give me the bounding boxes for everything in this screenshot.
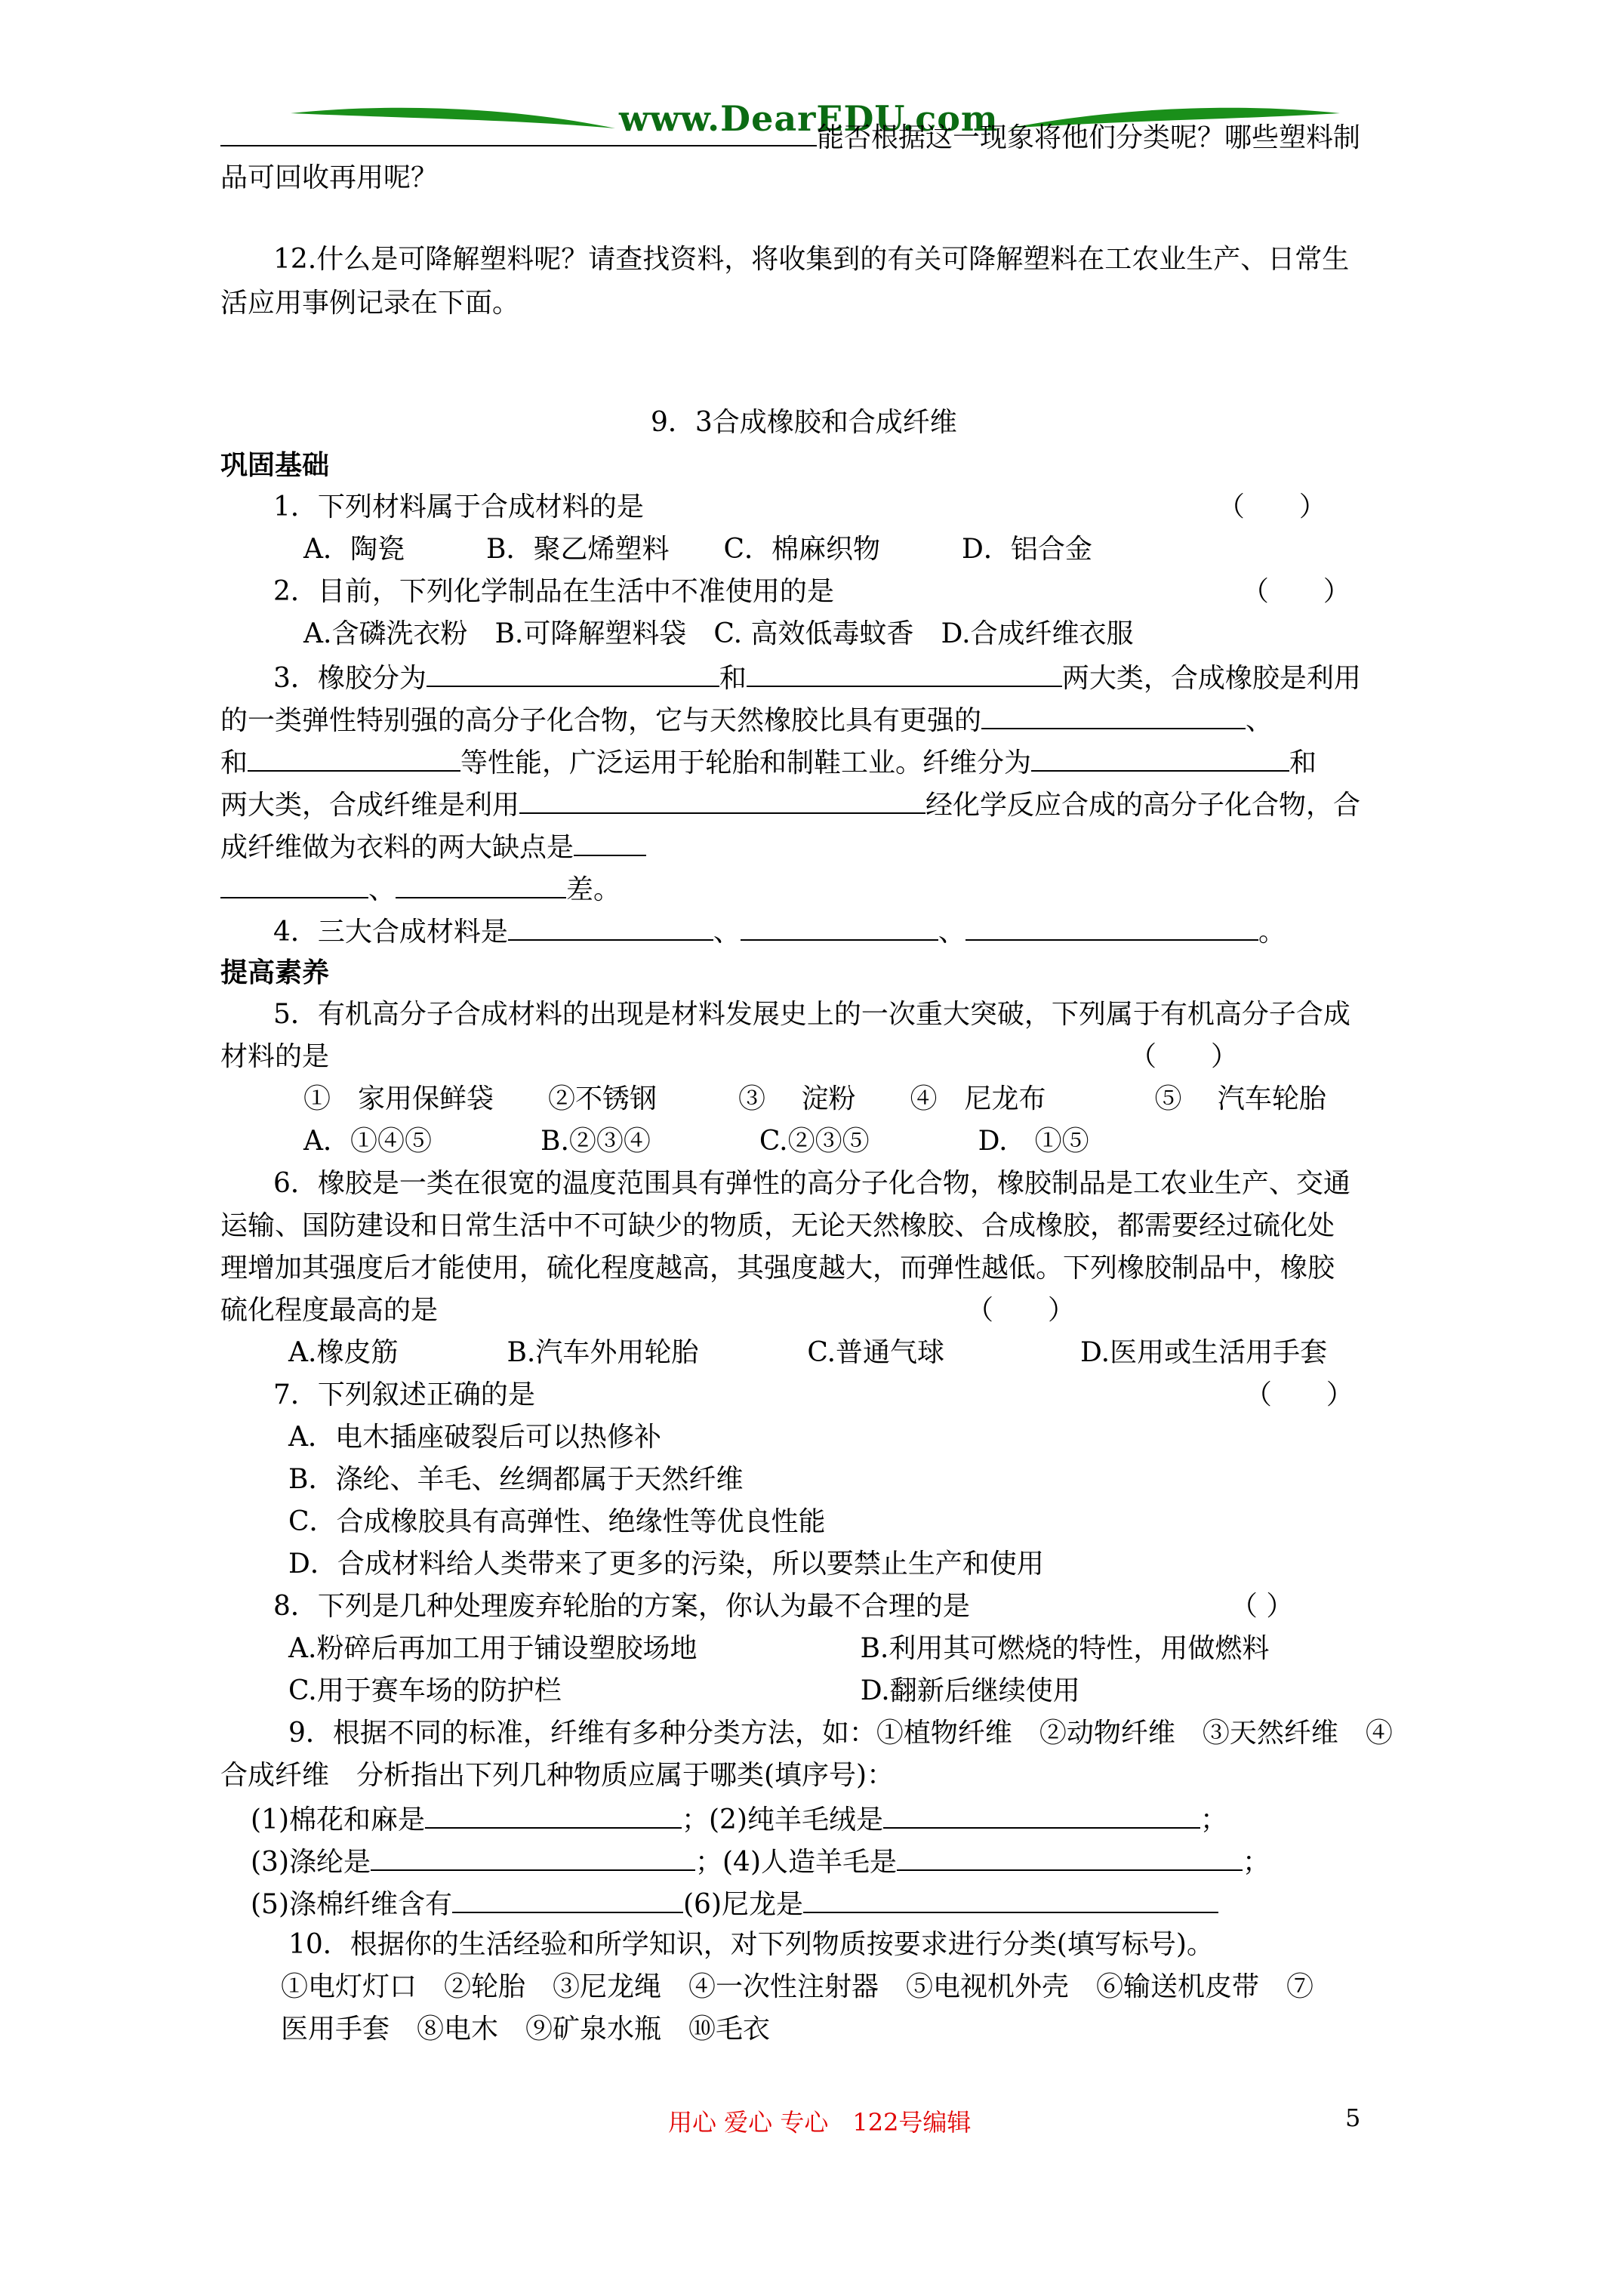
answer-blank[interactable]: [747, 660, 1062, 687]
line-text: 和: [220, 747, 248, 778]
line-text: 活应用事例记录在下面。: [220, 288, 520, 319]
line-text: A．电木插座破裂后可以热修补: [288, 1422, 661, 1453]
line-text: (3)涤纶是: [251, 1847, 371, 1878]
text-line: [220, 287, 519, 320]
site-logo-text: www.DearEDU.com: [619, 98, 999, 139]
line-text: ① 家用保鲜袋 ②不锈钢 ③ 淀粉 ④ 尼龙布 ⑤ 汽车轮胎: [303, 1083, 1326, 1114]
text-line: [220, 1210, 1335, 1243]
answer-blank[interactable]: [371, 1844, 695, 1871]
text-line: [288, 1675, 1080, 1708]
text-line: [281, 2013, 770, 2046]
answer-blank[interactable]: [248, 744, 460, 772]
text-line: [303, 533, 1092, 566]
line-text: 1．下列材料属于合成材料的是: [273, 492, 644, 522]
text-line: [288, 1717, 1393, 1750]
line-text: A．①④⑤ B.②③④ C.②③⑤ D. ①⑤: [303, 1126, 1089, 1157]
line-text: 、: [1246, 705, 1273, 736]
line-text: 7．下列叙述正确的是: [273, 1379, 535, 1410]
text-line: [220, 702, 1273, 738]
line-text: 、: [938, 917, 965, 948]
line-text: 能否根据这一现象将他们分类呢？哪些塑料制: [817, 122, 1361, 153]
line-text: （ ）: [1129, 1041, 1239, 1072]
line-text: ；(2)纯羊毛绒是: [682, 1804, 883, 1835]
text-line: [303, 618, 1134, 651]
text-line: [220, 1040, 1238, 1074]
answer-blank[interactable]: [574, 829, 646, 856]
line-text: ；: [1243, 1847, 1270, 1878]
line-text: (6)尼龙是: [683, 1889, 803, 1920]
line-text: 两大类，合成纤维是利用: [220, 790, 520, 821]
answer-blank[interactable]: [897, 1844, 1243, 1871]
text-line: [273, 575, 1350, 609]
text-line: [220, 448, 329, 482]
line-text: B．涤纶、羊毛、丝绸都属于天然纤维: [288, 1464, 744, 1495]
line-text: 运输、国防建设和日常生活中不可缺少的物质，无论天然橡胶、合成橡胶，都需要经过硫化处: [220, 1210, 1335, 1241]
line-text: 4．三大合成材料是: [273, 917, 508, 948]
line-text: 3．橡胶分为: [273, 663, 427, 694]
answer-blank[interactable]: [519, 787, 925, 814]
line-text: （ ）: [966, 1295, 1076, 1326]
line-text: 5．有机高分子合成材料的出现是材料发展史上的一次重大突破，下列属于有机高分子合成: [273, 999, 1350, 1030]
text-line: [220, 1759, 894, 1792]
line-text: 两大类，合成橡胶是利用: [1061, 663, 1361, 694]
line-text: 10．根据你的生活经验和所学知识，对下列物质按要求进行分类(填写标号)。: [288, 1929, 1214, 1960]
text-line: [273, 660, 1361, 695]
line-text: （ ）: [1241, 576, 1350, 607]
text-line: [288, 1632, 1269, 1666]
text-line: [303, 1083, 1326, 1116]
answer-blank[interactable]: [427, 660, 719, 687]
text-line: [220, 871, 621, 907]
answer-blank[interactable]: [425, 1801, 682, 1829]
line-text: (5)涤棉纤维含有: [251, 1889, 452, 1920]
text-line: [220, 1252, 1335, 1285]
line-text: （ ）: [1244, 1379, 1354, 1410]
line-text: 医用手套 ⑧电木 ⑨矿泉水瓶 ⑩毛衣: [281, 2014, 771, 2045]
text-line: [288, 1928, 1214, 1962]
answer-blank[interactable]: [396, 871, 566, 898]
line-text: D．合成材料给人类带来了更多的污染，所以要禁止生产和使用: [288, 1549, 1044, 1579]
line-text: A.粉碎后再加工用于铺设塑胶场地 B.利用其可燃烧的特性，用做燃料: [288, 1633, 1270, 1664]
line-text: 合成纤维 分析指出下列几种物质应属于哪类(填序号)：: [220, 1760, 895, 1791]
text-line: [288, 1548, 1044, 1581]
text-line: [251, 1886, 1218, 1922]
line-text: 9．根据不同的标准，纤维有多种分类方法，如：①植物纤维 ②动物纤维 ③天然纤维 ④: [288, 1718, 1393, 1749]
text-line: [288, 1421, 661, 1454]
text-line: [220, 744, 1317, 780]
text-line: [651, 406, 957, 439]
text-line: [288, 1505, 826, 1539]
line-text: 6．橡胶是一类在很宽的温度范围具有弹性的高分子化合物，橡胶制品是工农业生产、交通: [273, 1168, 1350, 1199]
line-text: 品可回收再用呢？: [220, 162, 439, 193]
line-text: ；: [1200, 1804, 1228, 1835]
text-line: [273, 914, 1286, 949]
answer-blank[interactable]: [741, 914, 938, 941]
line-text: 和: [1289, 747, 1317, 778]
line-text: A．陶瓷 B．聚乙烯塑料 C．棉麻织物 D．铝合金: [303, 534, 1092, 565]
line-text: 的一类弹性特别强的高分子化合物，它与天然橡胶比具有更强的: [220, 705, 982, 736]
text-line: [220, 119, 1360, 155]
answer-blank[interactable]: [220, 871, 368, 898]
text-line: [273, 1167, 1350, 1200]
text-line: [273, 1590, 1293, 1623]
text-line: [303, 1125, 1089, 1158]
line-text: （ ）: [1230, 1591, 1294, 1622]
line-text: 2．目前，下列化学制品在生活中不准使用的是: [273, 576, 834, 607]
line-text: 提高素养: [220, 957, 330, 988]
line-text: 。: [1258, 917, 1286, 948]
line-text: C.用于赛车场的防护栏 D.翻新后继续使用: [288, 1675, 1080, 1706]
text-line: [281, 1971, 1313, 2004]
line-text: A.橡皮筋 B.汽车外用轮胎 C.普通气球 D.医用或生活用手套: [288, 1337, 1328, 1368]
answer-blank[interactable]: [1031, 744, 1289, 772]
page-number: 5: [1345, 2103, 1361, 2132]
line-text: 材料的是: [220, 1041, 330, 1072]
answer-blank[interactable]: [965, 914, 1258, 941]
text-line: [288, 1463, 743, 1496]
line-text: 硫化程度最高的是: [220, 1295, 439, 1326]
answer-blank[interactable]: [508, 914, 713, 941]
line-text: A.含磷洗衣粉 B.可降解塑料袋 C. 高效低毒蚊香 D.合成纤维衣服: [303, 618, 1134, 649]
text-line: [220, 1294, 1075, 1327]
text-line: [220, 787, 1360, 822]
text-line: [273, 998, 1350, 1031]
line-text: 等性能，广泛运用于轮胎和制鞋工业。纤维分为: [460, 747, 1032, 778]
text-line: [251, 1801, 1227, 1837]
line-text: 和: [719, 663, 747, 694]
answer-blank[interactable]: [803, 1886, 1218, 1913]
text-line: [273, 491, 1326, 524]
text-line: [220, 162, 438, 195]
answer-blank[interactable]: [981, 702, 1246, 729]
answer-blank[interactable]: [883, 1801, 1200, 1829]
text-line: [273, 1379, 1354, 1412]
line-text: 9．3合成橡胶和合成纤维: [651, 407, 957, 438]
line-text: 8．下列是几种处理废弃轮胎的方案，你认为最不合理的是: [273, 1591, 970, 1622]
text-line: [288, 1336, 1327, 1370]
line-text: 12.什么是可降解塑料呢？请查找资料，将收集到的有关可降解塑料在工农业生产、日常生: [273, 244, 1350, 275]
text-line: [251, 1844, 1270, 1879]
line-text: 、: [713, 917, 741, 948]
line-text: 差。: [566, 874, 621, 905]
text-line: [220, 956, 329, 989]
answer-blank[interactable]: [452, 1886, 683, 1913]
text-line: [220, 829, 646, 864]
text-line: [273, 243, 1349, 276]
line-text: ；(4)人造羊毛是: [695, 1847, 897, 1878]
line-text: 、: [368, 874, 396, 905]
line-text: 巩固基础: [220, 449, 330, 481]
line-text: ①电灯灯口 ②轮胎 ③尼龙绳 ④一次性注射器 ⑤电视机外壳 ⑥输送机皮带 ⑦: [281, 1971, 1314, 2002]
line-text: 理增加其强度后才能使用，硫化程度越高，其强度越大，而弹性越低。下列橡胶制品中，橡胶: [220, 1253, 1335, 1284]
line-text: C．合成橡胶具有高弹性、绝缘性等优良性能: [288, 1506, 826, 1537]
line-text: 成纤维做为衣料的两大缺点是: [220, 832, 574, 863]
answer-blank[interactable]: [220, 119, 817, 146]
line-text: （ ）: [1217, 492, 1326, 522]
line-text: (1)棉花和麻是: [251, 1804, 425, 1835]
line-text: 经化学反应合成的高分子化合物，合: [925, 790, 1361, 821]
footer-credit: 用心 爱心 专心 122号编辑: [668, 2108, 972, 2137]
